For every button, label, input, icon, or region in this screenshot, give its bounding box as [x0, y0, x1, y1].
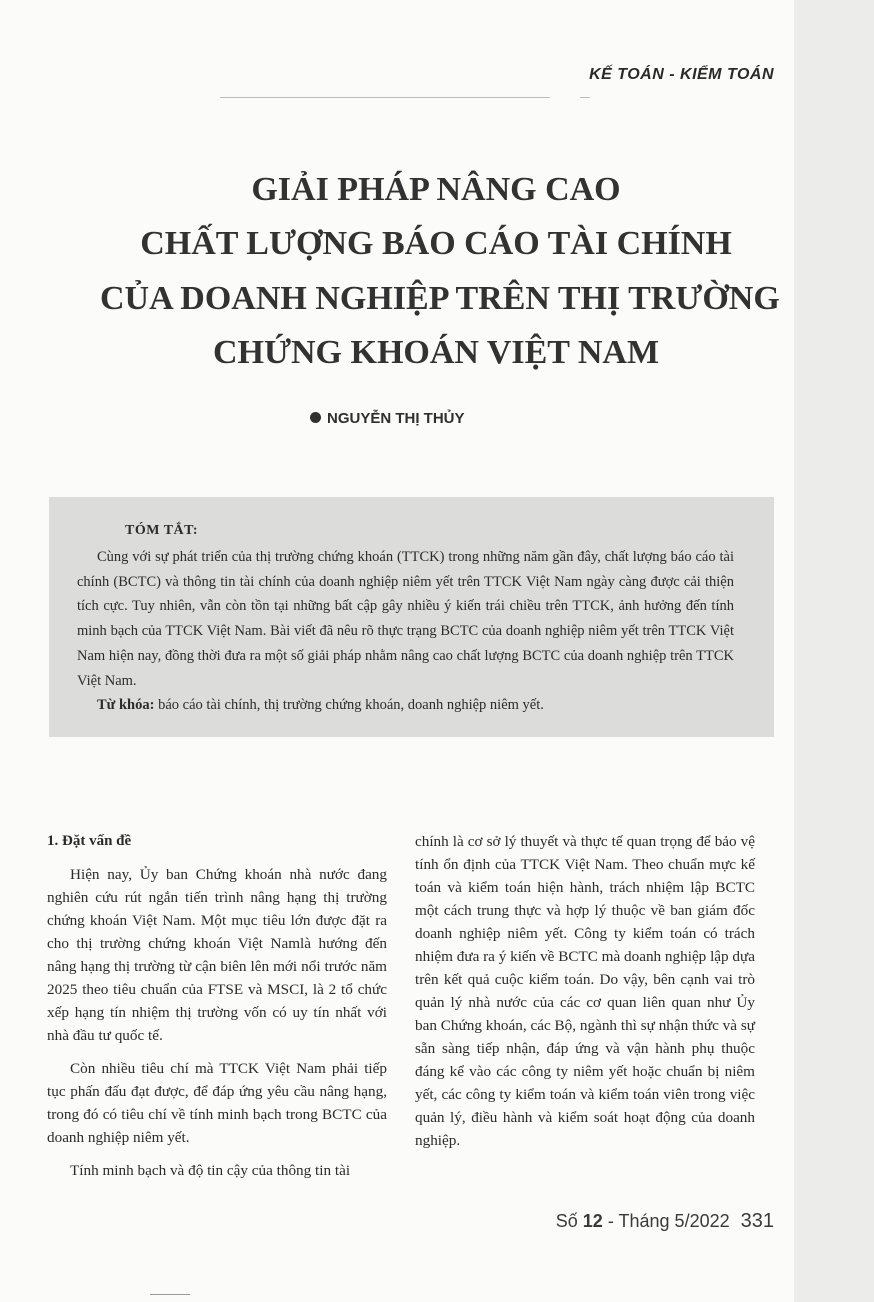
section-label: KẾ TOÁN - KIỂM TOÁN — [589, 66, 774, 83]
author-name: NGUYỄN THỊ THỦY — [327, 410, 465, 427]
issue-number: 12 — [582, 1211, 603, 1231]
title-line-1: GIẢI PHÁP NÂNG CAO — [251, 171, 621, 208]
header-rule — [220, 97, 550, 98]
paragraph: Hiện nay, Ủy ban Chứng khoán nhà nước đang nghiên cứu rút ngắn tiến trình nâng hạng thị trường chứng khoán Việt Nam. Một mục tiêu lớn được đặt ra cho thị trường chứng khoán Việt Namlà hướng đến nâng hạng thị trường từ cận biên lên mới nổi trước năm 2025 theo tiêu chuẩn của FTSE và MSCI, là 2 tổ chức xếp hạng tín nhiệm thị trường vốn có uy tín nhất với nhà đầu tư quốc tế. — [47, 866, 387, 1044]
keywords-label: Từ khóa: — [97, 697, 155, 714]
section-heading: 1. Đặt vấn đề — [47, 833, 132, 849]
right-column — [415, 830, 755, 1152]
paragraph: chính là cơ sở lý thuyết và thực tế quan trọng để bảo vệ tính ổn định của TTCK Việt Nam. Theo chuẩn mực kế toán và kiểm toán hiện hành, trách nhiệm lập BCTC một cách trung thực và hợp lý thuộc về ban giám đốc doanh nghiệp niêm yết. Công ty kiểm toán có trách nhiệm đưa ra ý kiến về BCTC mà doanh nghiệp lập dựa trên kết quả cuộc kiểm toán. Do vậy, bên cạnh vai trò quản lý nhà nước của các cơ quan liên quan như Ủy ban Chứng khoán, các Bộ, ngành thì sự nhận thức và sự sẵn sàng tiếp nhận, đáp ứng và vận hành phụ thuộc đáng kể vào các công ty niêm yết hoặc chuẩn bị niêm yết, các công ty kiểm toán và kiểm toán viên trong việc quản lý, điều hành và kiểm soát hoạt động của doanh nghiệp. — [415, 833, 755, 1149]
header-rule-short — [580, 97, 590, 98]
bullet-icon — [310, 412, 321, 423]
title-line-4: CHỨNG KHOÁN VIỆT NAM — [212, 334, 660, 372]
title-line-3: CỦA DOANH NGHIỆP TRÊN THỊ TRƯỜNG — [100, 279, 780, 317]
keywords-line — [97, 693, 734, 718]
page-number: 331 — [740, 1210, 774, 1232]
issue-month: Tháng 5/2022 — [618, 1211, 730, 1231]
abstract-box — [49, 497, 774, 737]
left-column — [47, 830, 387, 1182]
abstract-body: Cùng với sự phát triển của thị trường chứng khoán (TTCK) trong những năm gần đây, chất lượng báo cáo tài chính (BCTC) và thông tin tài chính của doanh nghiệp niêm yết trên TTCK Việt Nam ngày càng được cải thiện tích cực. Tuy nhiên, vẫn còn tồn tại những bất cập gây nhiều ý kiến trái chiều trên TTCK, ảnh hưởng đến tính minh bạch của TTCK Việt Nam. Bài viết đã nêu rõ thực trạng BCTC của doanh nghiệp niêm yết trên TTCK Việt Nam hiện nay, đồng thời đưa ra một số giải pháp nhằm nâng cao chất lượng BCTC của doanh nghiệp trên TTCK Việt Nam. — [77, 549, 734, 689]
author-byline — [310, 410, 465, 427]
keywords-text: báo cáo tài chính, thị trường chứng khoán, doanh nghiệp niêm yết. — [158, 697, 544, 714]
article-title — [100, 163, 780, 381]
footer-rule — [150, 1294, 190, 1295]
issue-label: Số — [555, 1211, 578, 1231]
paragraph: Còn nhiều tiêu chí mà TTCK Việt Nam phải tiếp tục phấn đấu đạt được, để đáp ứng yêu cầu nâng hạng, trong đó có tiêu chí về tính minh bạch trong BCTC của doanh nghiệp niêm yết. — [47, 1060, 387, 1146]
abstract-text — [77, 545, 734, 693]
paragraph: Tính minh bạch và độ tin cậy của thông tin tài — [70, 1162, 351, 1179]
footer-separator: - — [607, 1211, 614, 1231]
title-line-2: CHẤT LƯỢNG BÁO CÁO TÀI CHÍNH — [140, 225, 732, 263]
page-footer — [556, 1210, 774, 1233]
page-edge-strip — [794, 0, 874, 1302]
abstract-heading: TÓM TẮT: — [125, 523, 199, 538]
